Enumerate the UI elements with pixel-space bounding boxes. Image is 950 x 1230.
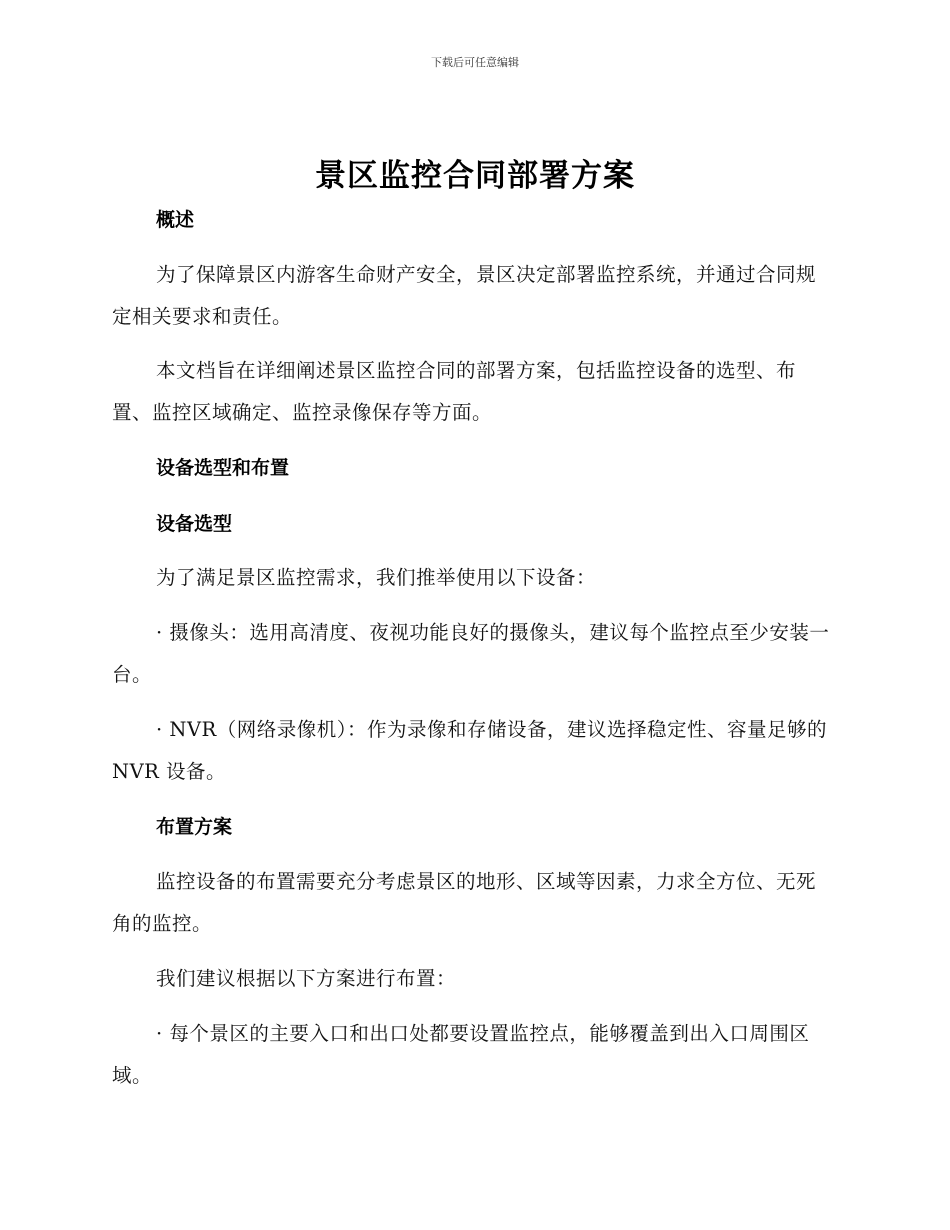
selection-item-nvr: · NVR（网络录像机）：作为录像和存储设备，建议选择稳定性、容量足够的 NVR 设备。 — [112, 718, 827, 783]
equipment-heading: 设备选型和布置 — [156, 457, 290, 479]
overview-paragraph-1: 为了保障景区内游客生命财产安全，景区决定部署监控系统，并通过合同规定相关要求和责任。 — [112, 263, 817, 328]
overview-paragraph-2: 本文档旨在详细阐述景区监控合同的部署方案，包括监控设备的选型、布置、监控区域确定、监控录像保存等方面。 — [112, 359, 797, 424]
overview-heading: 概述 — [156, 209, 195, 231]
page-header: 下载后可任意编辑 — [431, 56, 519, 69]
layout-paragraph-2: 我们建议根据以下方案进行布置： — [156, 967, 457, 990]
document-title: 景区监控合同部署方案 — [315, 158, 635, 194]
layout-paragraph-1: 监控设备的布置需要充分考虑景区的地形、区域等因素，力求全方位、无死角的监控。 — [112, 870, 817, 935]
layout-heading: 布置方案 — [156, 816, 233, 838]
layout-item-entrances: · 每个景区的主要入口和出口处都要设置监控点，能够覆盖到出入口周围区域。 — [112, 1022, 810, 1087]
selection-heading: 设备选型 — [156, 513, 233, 535]
selection-item-camera: · 摄像头：选用高清度、夜视功能良好的摄像头，建议每个监控点至少安装一台。 — [112, 621, 830, 686]
selection-intro: 为了满足景区监控需求，我们推举使用以下设备： — [156, 566, 597, 589]
